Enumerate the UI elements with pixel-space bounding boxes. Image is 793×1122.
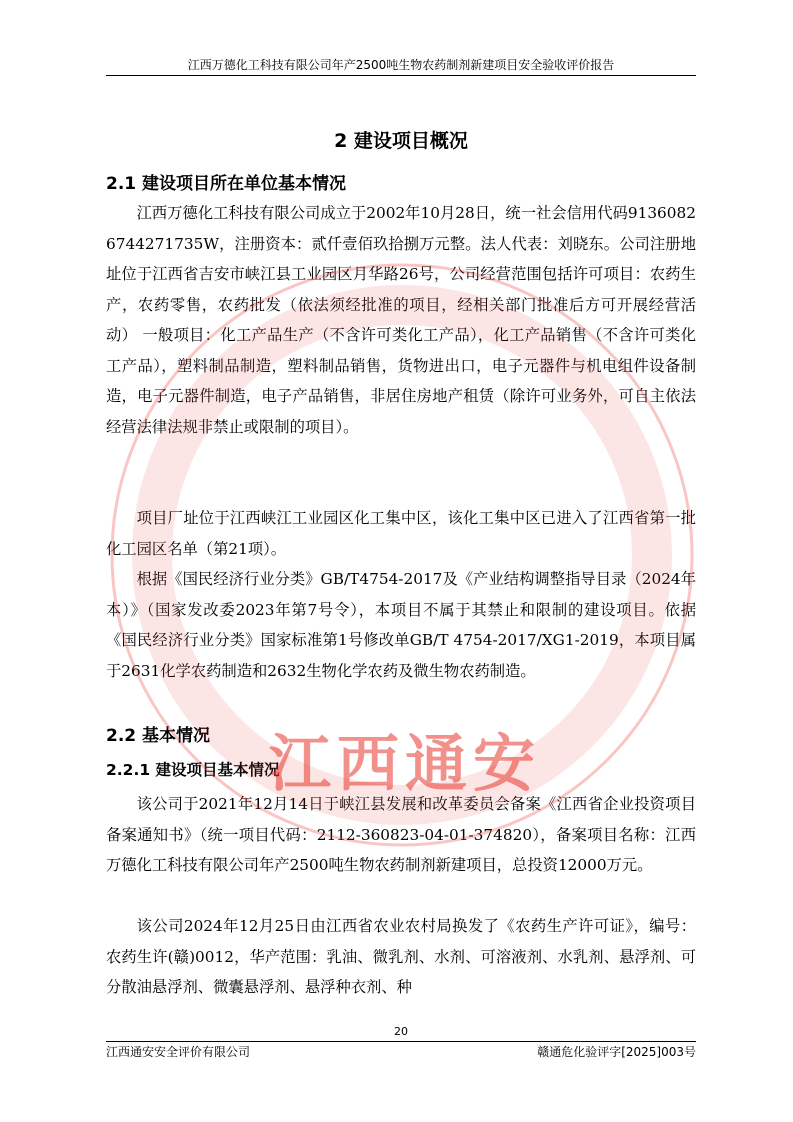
paragraph-production-license: 该公司2024年12月25日由江西省农业农村局换发了《农药生产许可证》，编号：农药生许(赣)0012，华产范围：乳油、微乳剂、水剂、可溶液剂、水乳剂、悬浮剂、可分散油悬浮剂、微囊悬浮剂、悬浮种衣剂、种 bbox=[106, 917, 696, 996]
footer-company: 江西通安安全评价有限公司 bbox=[106, 1045, 251, 1059]
footer-report-number: 赣通危化验评字[2025]003号 bbox=[537, 1045, 696, 1059]
section-heading-2-1: 2.1 建设项目所在单位基本情况 bbox=[106, 174, 347, 194]
paragraph-industry-classification: 根据《国民经济行业分类》GB/T4754-2017及《产业结构调整指导目录（2024年本）》（国家发改委2023年第7号令），本项目不属于其禁止和限制的建设项目。依据《国民经济行业分类》国家标准第1号修改单GB/T 4754-2017/XG1-2019，本项目属于2631化学农药制造和2632生物化学农药及微生物农药制造。 bbox=[106, 570, 696, 680]
paragraph-company-info: 江西万德化工科技有限公司成立于2002年10月28日，统一社会信用代码91360826744271735W，注册资本：贰仟壹佰玖拾捌万元整。法人代表：刘晓东。公司注册地址位于江西省吉安市峡江县工业园区月华路26号，公司经营范围包括许可项目：农药生产，农药零售，农药批发（依法须经批准的项目，经相关部门批准后方可开展经营活动） 一般项目：化工产品生产（不含许可类化工产品），化工产品销售（不含许可类化工产品），塑料制品制造，塑料制品销售，货物进出口，电子元器件与机电组件设备制造，电子元器件制造，电子产品销售，非居住房地产租赁（除许可业务外，可自主依法经营法律法规非禁止或限制的项目）。 bbox=[106, 204, 696, 436]
paragraph-project-filing: 该公司于2021年12月14日于峡江县发展和改革委员会备案《江西省企业投资项目备案通知书》（统一项目代码：2112-360823-04-01-374820），备案项目名称：江西万德化工科技有限公司年产2500吨生物农药制剂新建项目，总投资12000万元。 bbox=[106, 795, 696, 874]
section-heading-2-2: 2.2 基本情况 bbox=[106, 726, 211, 746]
paragraph-site-location: 项目厂址位于江西峡江工业园区化工集中区，该化工集中区已进入了江西省第一批化工园区名单（第21项）。 bbox=[106, 509, 696, 558]
page-number: 20 bbox=[394, 1025, 408, 1038]
footer-rule bbox=[106, 1041, 696, 1042]
page-header: 江西万德化工科技有限公司年产2500吨生物农药制剂新建项目安全验收评价报告 bbox=[187, 58, 615, 72]
watermark-text: 江西通安 bbox=[268, 727, 542, 800]
chapter-title: 2 建设项目概况 bbox=[334, 130, 468, 152]
header-rule bbox=[106, 75, 696, 76]
section-heading-2-2-1: 2.2.1 建设项目基本情况 bbox=[106, 761, 280, 779]
